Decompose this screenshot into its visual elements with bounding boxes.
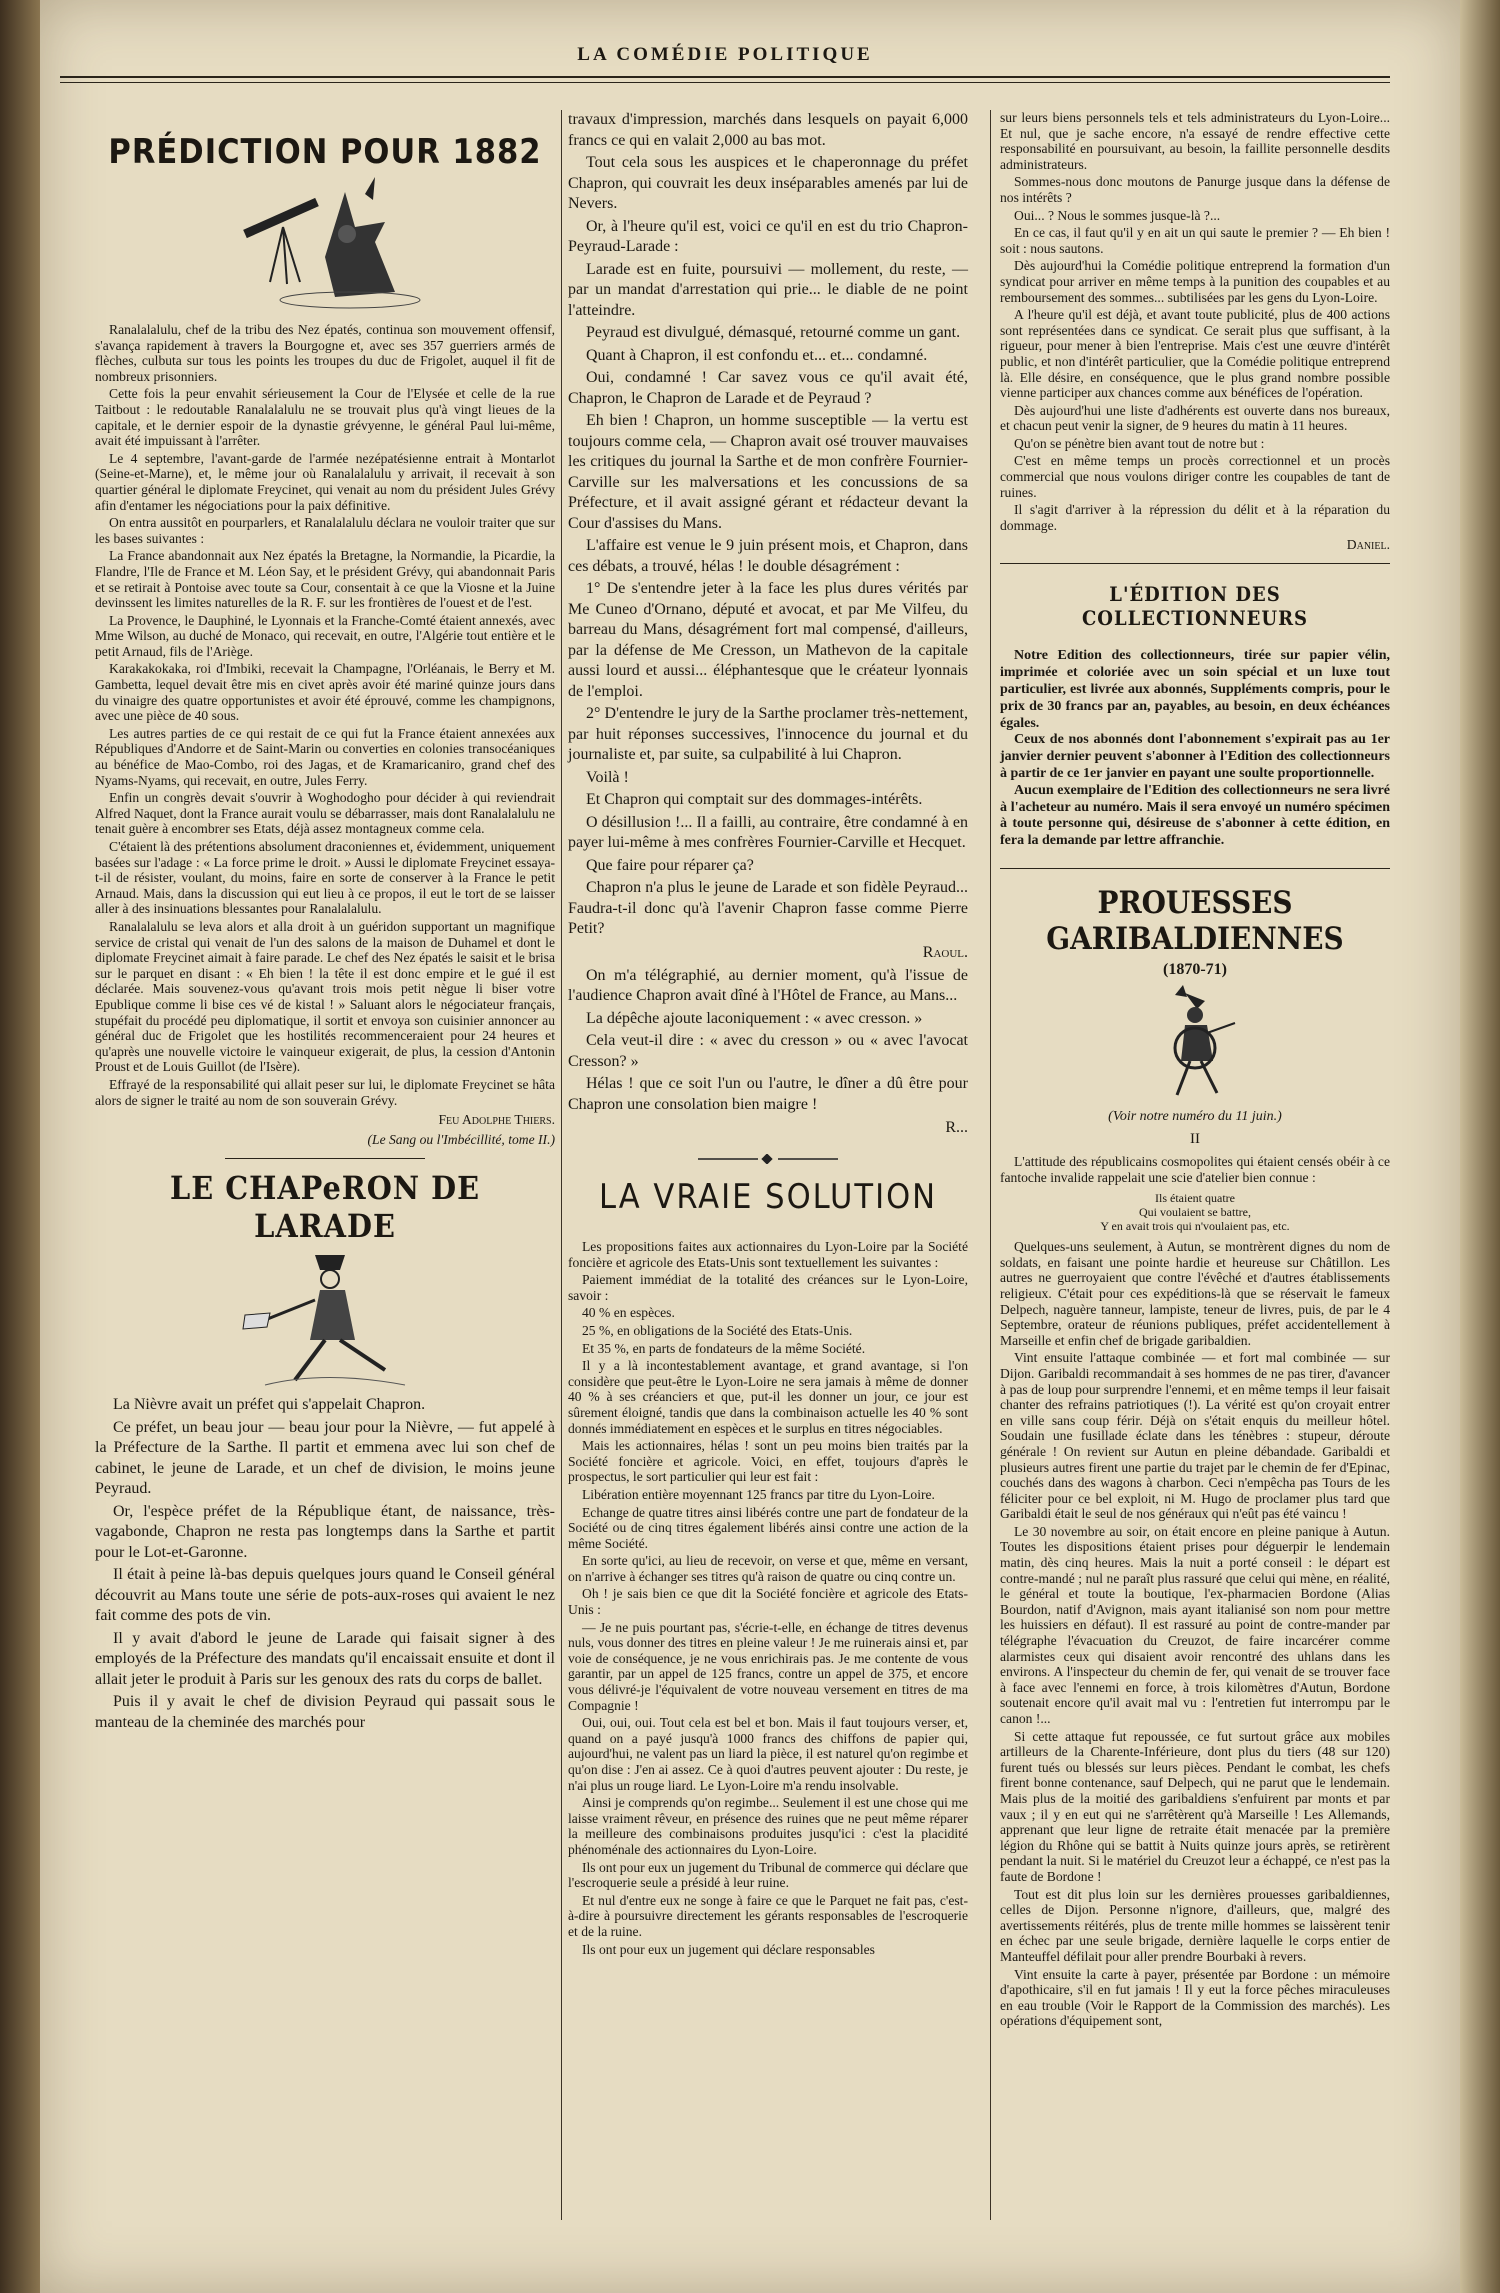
prouesses-caption: (Voir notre numéro du 11 juin.)	[1108, 1109, 1282, 1124]
prediction-source: (Le Sang ou l'Imbécillité, tome II.)	[367, 1132, 555, 1148]
syndicate-paragraph: En ce cas, il faut qu'il y en ait un qui saute le premier ? — Eh bien ! soit : nous sautons.	[1000, 225, 1390, 256]
astronomer-illustration	[225, 172, 425, 322]
chaperon-continued	[568, 110, 968, 1137]
chaperon-continued-paragraph: Que faire pour réparer ça?	[586, 856, 754, 874]
prediction-paragraph: Cette fois la peur envahit sérieusement la Cour de l'Elysée et celle de la rue Taitbout : le redoutable Ranalalalulu ne se trouvait plus qu'à vingt lieues de la capitale, et le dernier espoir de la dynastie grévyenne, le général Paul lui-même, avait été impuissant à l'arrêter.	[95, 386, 555, 449]
edition-title: L'ÉDITION DES COLLECTIONNEURS	[1081, 582, 1309, 631]
solution-paragraph: Ainsi je comprends qu'on regimbe... Seulement il est une chose qui me laisse vraiment rêveur, en présence des ruines que ne peut même réparer la meilleure des combinaisons produites jusqu'ici : c'est la placidité phénoménale des actionnaires du Lyon-Loire.	[568, 1795, 968, 1857]
solution-paragraph: Ils ont pour eux un jugement du Tribunal de commerce qui déclare que l'escroquerie seule a présidé à leur ruine.	[568, 1859, 968, 1891]
prouesses-years: (1870-71)	[1163, 961, 1227, 978]
section-divider	[225, 1158, 425, 1159]
prediction-title: PRÉDICTION POUR 1882	[108, 132, 542, 172]
chaperon-postscript: Cela veut-il dire : « avec du cresson » ou « avec l'avocat Cresson? »	[568, 1032, 968, 1070]
next-page-edge	[1460, 0, 1500, 2293]
prouesses-title: PROUESSES GARIBALDIENNES	[1046, 885, 1344, 957]
chaperon-paragraph: La Nièvre avait un préfet qui s'appelait Chapron.	[113, 1396, 426, 1414]
chaperon-paragraph: Puis il y avait le chef de division Peyraud qui passait sous le manteau de la cheminée des marchés pour	[95, 1693, 555, 1731]
syndicate-paragraph: Dès aujourd'hui une liste d'adhérents est ouverte dans nos bureaux, et chacun peut venir la signer, de 9 heures du matin à 11 heures.	[1000, 402, 1390, 434]
column-3	[1000, 110, 1390, 2031]
solution-paragraph: En sorte qu'ici, au lieu de recevoir, on verse et que, même en versant, on n'arrive à échanger ses titres qu'à raison de quatre ou cinq contre un.	[568, 1553, 968, 1584]
prediction-paragraph: La France abandonnait aux Nez épatés la Bretagne, la Normandie, la Picardie, la Flandre, l'Ile de France et M. Léon Say, et le président Grévy, qui abandonnait Paris et se retirait à Pontoise avec toute sa Cour, consentait à ce que la Viosne et la Juine devinssent les limites naturelles de la R. F. sur les frontières de l'ouest et de l'est.	[95, 548, 555, 611]
chaperon-continued-paragraph: Larade est en fuite, poursuivi — mollement, du reste, — par un mandat d'arrestation qui prie... le diable de ne point l'atteindre.	[568, 260, 968, 319]
section-divider	[1000, 868, 1390, 869]
book-spine-left	[0, 0, 40, 2293]
syndicate-paragraph: A l'heure qu'il est déjà, et avant toute publicité, plus de 400 actions sont représentées dans ce syndicat. Ce serait plus que suffisant, à la rigueur, pour mener à bien l'entreprise. Mais c'est une œuvre d'intérêt public, et non d'intérêt particulier, que la Comédie politique entreprend là. Elle désire, en conséquence, que le plus grand nombre possible vienne participer aux chances comme aux bénéfices de l'opération.	[1000, 307, 1390, 401]
prediction-paragraph: La Provence, le Dauphiné, le Lyonnais et la Franche-Comté étaient annexés, avec Mme Wilson, au duché de Monaco, qui recevait, en outre, l'Algérie tout entière et le petit Arnaud, fils de l'Ariège.	[95, 612, 555, 659]
syndicate-paragraph: sur leurs biens personnels tels et tels administrateurs du Lyon-Loire... Et nul, que je sache encore, n'a essayé de rendre effective cette responsabilité en poursuivant, au besoin, la faillite personnelle desdits administrateurs.	[1000, 110, 1390, 172]
chaperon-continued-paragraph: Chapron n'a plus le jeune de Larade et son fidèle Peyraud... Faudra-t-il donc qu'à l'avenir Chapron fasse comme Pierre Petit?	[568, 879, 968, 937]
chaperon-body	[95, 1395, 555, 1733]
solution-paragraph: Libération entière moyennant 125 francs par titre du Lyon-Loire.	[582, 1486, 935, 1502]
chaperon-continued-paragraph: Et Chapron qui comptait sur des dommages-intérêts.	[586, 791, 923, 808]
chaperon-continued-paragraph: Eh bien ! Chapron, un homme susceptible — la vertu est toujours comme cela, — Chapron avait osé trouver mauvaises les critiques du journal la Sarthe et de mon confrère Fournier-Carville sur les malversations et les concussions de sa Préfecture, et il avait assigné gérant et rédacteur devant la Cour d'assises du Mans.	[568, 412, 968, 532]
syndicate-signature: Daniel.	[1346, 537, 1390, 553]
solution-body	[568, 1239, 968, 1957]
chaperon-continued-paragraph: 2° D'entendre le jury de la Sarthe proclamer très-nettement, par huit réponses successives, l'innocence du journal et du journaliste et, par suite, sa culpabilité à lui Chapron.	[568, 705, 968, 763]
chaperon-continued-paragraph: Or, à l'heure qu'il est, voici ce qu'il en est du trio Chapron-Peyraud-Larade :	[568, 217, 968, 255]
prediction-body	[95, 322, 555, 1148]
solution-paragraph: 40 % en espèces.	[582, 1305, 675, 1321]
chaperon-title: LE CHAPeRON DE LARADE	[169, 1169, 480, 1246]
edition-paragraph: Aucun exemplaire de l'Edition des collectionneurs ne sera livré à l'acheteur au numéro. Mais il sera envoyé un numéro spécimen à toute personne qui, désireuse de s'abonner à cette édition, en fera la demande par lettre affranchie.	[1000, 782, 1390, 849]
masthead: LA COMÉDIE POLITIQUE	[577, 44, 873, 65]
syndicate-paragraph: Il s'agit d'arriver à la répression du délit et à la réparation du dommage.	[1000, 502, 1390, 533]
verse-line: Ils étaient quatre	[1155, 1191, 1235, 1206]
prediction-paragraph: On entra aussitôt en pourparlers, et Ranalalalulu déclara ne vouloir traiter que sur les bases suivantes :	[95, 515, 555, 546]
section-divider	[1000, 563, 1390, 564]
chaperon-continued-paragraph: Tout cela sous les auspices et le chaperonnage du préfet Chapron, qui couvrait les deux inséparables amenés par lui de Nevers.	[568, 154, 968, 212]
solution-paragraph: Oh ! je sais bien ce que dit la Société foncière et agricole des Etats-Unis :	[568, 1586, 968, 1618]
syndicate-paragraph: Oui... ? Nous le sommes jusque-là ?...	[1014, 207, 1221, 223]
solution-paragraph: Echange de quatre titres ainsi libérés contre une part de fondateur de la Société ou de cinq titres également libérés ainsi contre une action de la même Société.	[568, 1504, 968, 1551]
prouesses-paragraph: Tout est dit plus loin sur les dernières prouesses garibaldiennes, celles de Dijon. Personne n'ignore, d'ailleurs, que, malgré des avertissements réitérés, plus de trente mille hommes se laissèrent tenir en échec par une seule brigade, dernière laquelle le corps entier de Manteuffel défilait pour aller prendre Bourbaki à revers.	[1000, 1886, 1390, 1964]
chaperon-ps-signature: R...	[945, 1119, 968, 1136]
column-2	[568, 110, 968, 1959]
ornament-divider	[568, 1151, 968, 1169]
edition-paragraph: Ceux de nos abonnés dont l'abonnement s'expirait pas au 1er janvier dernier peuvent s'abonner à l'Edition des collectionneurs à partir de ce 1er janvier en payant une soulte proportionnelle.	[1000, 732, 1390, 782]
prouesses-paragraph: Vint ensuite la carte à payer, présentée par Bordone : un mémoire d'apothicaire, s'il en fut jamais ! Il y eut la force pêches miraculeuses en eau trouble (Voir le Rapport de la Commission des marchés). Les opérations d'équipement sont,	[1000, 1966, 1390, 2029]
solution-paragraph: Et 35 %, en parts de fondateurs de la même Société.	[582, 1340, 866, 1356]
solution-paragraph: Mais les actionnaires, hélas ! sont un peu moins bien traités par la Société foncière et agricole. Voici, en effet, toujours d'après le prospectus, le sort particulier qui leur est fait :	[568, 1438, 968, 1485]
chaperon-paragraph: Il y avait d'abord le jeune de Larade qui faisait signer à des employés de la Préfecture des mandats qu'il encaissait ensuite et dont il allait jeter le produit à Paris sur les genoux des rats du corps de ballet.	[95, 1629, 555, 1688]
prediction-paragraph: Ranalalalulu se leva alors et alla droit à un guéridon supportant un magnifique service de cristal qui venait de l'un des salons de la maison de Duhamel et dont le diplomate Freycinet aimait à faire parade. Le chef des Nez épatés le saisit et le brisa sur le parquet en disant : « Eh bien ! la tête il est donc empire et le gué il est déclarée. Mais souvenez-vous qu'avant trois mois petit nègue li biser votre Epublique comme li bise ces vé de kistal ! » Saluant alors le négociateur français, stupéfait du procédé peu diplomatique, il sortit et envoya son cuisinier annoncer au général duc de Frigolet que les hostilités recommenceraient pour 24 heures et qu'après une nouvelle victoire le vainqueur exigerait, de plus, la cession d'Antonin Proust et de Louis Guillot (de l'Isère).	[95, 918, 555, 1075]
edition-body	[1000, 648, 1390, 850]
prouesses-verse	[1000, 1191, 1390, 1233]
prediction-paragraph: C'étaient là des prétentions absolument draconiennes et, évidemment, uniquement basées sur l'adage : « La force prime le droit. » Aussi le diplomate Freycinet essaya-t-il de résister, voulant, du moins, faire en sorte de conserver à la France le petit Arnaud. Mais, dans la discussion qui eut lieu à ce propos, il eut le tort de se laisser aller à des insinuations blessantes pour Ranalalalulu.	[95, 839, 555, 917]
syndicate-paragraph: C'est en même temps un procès correctionnel et un procès commercial que nous voulons diriger contre les coupables de tant de ruines.	[1000, 453, 1390, 500]
masthead-rule-top	[60, 76, 1390, 78]
prediction-paragraph: Effrayé de la responsabilité qui allait peser sur lui, le diplomate Freycinet se hâta alors de signer le traité au nom de son souverain Grévy.	[95, 1076, 555, 1108]
chaperon-continued-paragraph: L'affaire est venue le 9 juin présent mois, et Chapron, dans ces débats, a trouvé, hélas ! le double désagrément :	[568, 537, 968, 575]
verse-line: Qui voulaient se battre,	[1139, 1205, 1251, 1220]
syndicate-paragraph: Qu'on se pénètre bien avant tout de notre but :	[1014, 435, 1265, 451]
prouesses-intro: L'attitude des républicains cosmopolites qui étaient censés obéir à ce fantoche invalide rappelait une scie d'atelier bien connue :	[1000, 1154, 1390, 1185]
column-divider-2	[990, 110, 991, 2220]
chaperon-postscript: On m'a télégraphié, au dernier moment, qu'à l'issue de l'audience Chapron avait dîné à l'Hôtel de France, au Mans...	[568, 966, 968, 1004]
prediction-paragraph: Les autres parties de ce qui restait de ce qui fut la France étaient annexées aux Républiques d'Andorre et de Saint-Marin ou converties en colonies transocéaniques au bénéfice de Mao-Combo, roi des Jagas, et de Kramaricaniro, grand chef des Nyams-Nyams, qui recevait, en outre, Jules Ferry.	[95, 725, 555, 788]
chaperon-postscript: Hélas ! que ce soit l'un ou l'autre, le dîner a dû être pour Chapron une consolation bien maigre !	[568, 1075, 968, 1113]
prediction-paragraph: Ranalalalulu, chef de la tribu des Nez épatés, continua son mouvement offensif, s'avança rapidement à travers la Bourgogne et, avec ses 357 guerriers armés de flèches, culbuta sur tous les points les troupes du duc de Frigolet, auquel il fit de nombreux prisonniers.	[95, 322, 555, 384]
solution-paragraph: 25 %, en obligations de la Société des Etats-Unis.	[582, 1322, 853, 1338]
chaperon-continued-paragraph: Voilà !	[586, 768, 629, 786]
solution-paragraph: Et nul d'entre eux ne songe à faire ce que le Parquet ne fait pas, c'est-à-dire à poursuivre directement les gérants responsables de l'escroquerie et de la ruine.	[568, 1892, 968, 1939]
prouesses-body	[1000, 1239, 1390, 2029]
column-1	[95, 118, 555, 1735]
prouesses-paragraph: Le 30 novembre au soir, on était encore en pleine panique à Autun. Toutes les dispositions étaient prises pour déguerpir le lendemain matin, dès cinq heures. Mais la nuit a porté conseil : le départ est contre-mandé ; nul ne paraît plus rassuré que celui qui mène, en réalité, le général et toute la boutique, l'ex-pharmacien Bordone (Alias Bourdon, natif d'Avignon, mais ayant italianisé son nom pour mettre les huissiers en défaut). Il est rassuré au point de contre-mander par télégraphe l'évacuation du Creuzot, de faire incarcérer comme alarmistes ceux qui disaient avoir rencontré des uhlans dans les environs. A l'inspecteur du chemin de fer, qui venait de se trouver face à face avec l'ennemi en force, à trois kilomètres d'Autun, Bordone soutenait encore qu'il avait mal vu : l'entretien fut interrompu par le canon !...	[1000, 1523, 1390, 1726]
verse-line: Y en avait trois qui n'voulaient pas, etc.	[1100, 1219, 1290, 1234]
edition-paragraph: Notre Edition des collectionneurs, tirée sur papier vélin, imprimée et coloriée avec un soin spécial et un luxe tout particulier, est livrée aux abonnés, Suppléments compris, pour le prix de 30 francs par an, payables, au besoin, en deux échéances égales.	[1000, 648, 1390, 731]
chaperon-paragraph: Il était à peine là-bas depuis quelques jours quand le Conseil général découvrit au Mans toute une série de pots-aux-roses qui avaient le nez fait comme des pots de vin.	[95, 1566, 555, 1625]
chaperon-postscript: La dépêche ajoute laconiquement : « avec cresson. »	[586, 1009, 923, 1027]
prouesses-paragraph: Vint ensuite l'attaque combinée — et fort mal combinée — sur Dijon. Garibaldi recommandait à ses hommes de ne pas tirer, d'avancer à pas de loup pour surprendre l'ennemi, et en même temps il leur faisait chanter des refrains patriotiques (!). La vérité est qu'on croyait entrer en ville sans coup férir. Déjà on s'était enquis du meilleur hôtel. Soudain une fusillade éclate dans les ténèbres : stupeur, déroute générale ! On revient sur Autun en pleine débandade. Garibaldi et plusieurs autres firent une partie du trajet par le chemin de fer d'Epinac, couchés dans des wagons à charbon. Ceci n'empêcha pas Tours de les féliciter pour ce bel exploit, ni M. Hugo de proclamer plus tard que Garibaldi était le seul de nos généraux qui n'eût pas été vaincu !	[1000, 1350, 1390, 1522]
garibaldian-soldier-illustration	[1135, 983, 1255, 1103]
chaperon-signature: Raoul.	[922, 943, 968, 961]
chaperon-continued-paragraph: Quant à Chapron, il est confondu et... et... condamné.	[586, 346, 928, 364]
ornament-line	[698, 1154, 838, 1164]
solution-paragraph: Il y a là incontestablement avantage, et grand avantage, si l'on considère que peut-être le Lyon-Loire ne sera jamais à même de donner 40 % à ses créanciers et que, put-il les donner un jour, ce jour est sûrement éloigné, tandis que dans la combinaison actuelle les 40 % sont donnés immédiatement en espèces et le surplus en titres négociables.	[568, 1358, 968, 1436]
prouesses-section: II	[1190, 1131, 1200, 1147]
prouesses-paragraph: Quelques-uns seulement, à Autun, se montrèrent dignes du nom de soldats, en faisant une pointe hardie et heureuse sur Châtillon. Les autres ne guerroyaient que contre l'évêché et d'autres établissements religieux. C'était pour ces expéditions-là que se réservait le fameux Delpech, naguère tanneur, lampiste, teneur de livres, puis, de par le 4 Septembre, orateur de réunions publiques, préfet accidentellement à Marseille et enfin chef de brigade garibaldien.	[1000, 1239, 1390, 1348]
solution-title: LA VRAIE SOLUTION	[598, 1177, 938, 1217]
chaperon-paragraph: Or, l'espèce préfet de la République étant, de naissance, très-vagabonde, Chapron ne resta pas longtemps dans la Sarthe et partit pour le Lot-et-Garonne.	[95, 1502, 555, 1561]
column-divider-1	[561, 110, 562, 2220]
solution-paragraph: Les propositions faites aux actionnaires du Lyon-Loire par la Société foncière et agricole des Etats-Unis sont textuellement les suivantes :	[568, 1239, 968, 1270]
syndicate-paragraph: Dès aujourd'hui la Comédie politique entreprend la formation d'un syndicat pour arriver en même temps à la punition des coupables et au remboursement des sommes... subtilisées par les gens du Lyon-Loire.	[1000, 258, 1390, 305]
syndicate-body	[1000, 110, 1390, 553]
prouesses-paragraph: Si cette attaque fut repoussée, ce fut surtout grâce aux mobiles artilleurs de la Charente-Inférieure, dont plus du tiers (48 sur 120) furent tués ou blessés sur leurs pièces. Pendant le combat, les chefs firent bonne contenance, sauf Delpech, qui ne parut que le lendemain. Mais plus de la moitié des garibaldiens s'enfuirent par monts et par vaux ; il y en eut qui ne s'arrêtèrent qu'à Marseille ! Les Allemands, apprenant que leur ligne de retraite était menacée par la première légion du Rhône qui se battit à Nuits quinze jours après, se retirèrent pendant la nuit. Si le matériel du Creuzot leur a échappé, ce n'est pas la faute de Bordone !	[1000, 1728, 1390, 1884]
prediction-paragraph: Karakakokaka, roi d'Imbiki, recevait la Champagne, l'Orléanais, le Berry et M. Gambetta, lequel devait être mis en civet après avoir été mariné quinze jours dans du vinaigre des quatre opportunistes et avoir été éprouvé, comme les champignons, avec une pièce de 40 sous.	[95, 661, 555, 724]
solution-paragraph: Oui, oui, oui. Tout cela est bel et bon. Mais il faut toujours verser, et, quand on a payé jusqu'à 1000 francs des chiffons de papier qui, aujourd'hui, ne valent pas un liard la pièce, il est naturel qu'on regimbe et qu'on dise : J'en ai assez. Ce à quoi d'autres peuvent ajouter : Du reste, je n'ai plus un rouge liard. Le Lyon-Loire m'a rendu insolvable.	[568, 1715, 968, 1793]
chaperon-continued-paragraph: travaux d'impression, marchés dans lesquels on payait 6,000 francs ce qui en valait 2,000 au bas mot.	[568, 111, 968, 149]
solution-paragraph: Ils ont pour eux un jugement qui déclare responsables	[582, 1941, 875, 1957]
prediction-paragraph: Le 4 septembre, l'avant-garde de l'armée nezépatésienne entrait à Montarlot (Seine-et-Marne), et, le même jour où Ranalalalulu y arrivait, il recevait à son quartier général le diplomate Freycinet, qui venait au nom du président Jules Grévy afin d'entamer les négociations pour la paix définitive.	[95, 450, 555, 513]
solution-paragraph: Paiement immédiat de la totalité des créances sur le Lyon-Loire, savoir :	[568, 1272, 968, 1303]
chaperon-continued-paragraph: Peyraud est divulgué, démasqué, retourné comme un gant.	[586, 324, 961, 341]
chaperon-continued-paragraph: Oui, condamné ! Car savez vous ce qu'il avait été, Chapron, le Chapron de Larade et de Peyraud ?	[568, 369, 968, 407]
prediction-signature: Feu Adolphe Thiers.	[438, 1112, 555, 1128]
chaperon-continued-paragraph: 1° De s'entendre jeter à la face les plus dures vérités par Me Cuneo d'Ornano, député et avocat, et par Me Vilfeu, du barreau du Mans, désagrément fort mal compensé, d'ailleurs, par la défense de Me Cresson, un Mathevon de la capitale aussi lourd et aussi... éléphantesque que le créateur lyonnais de l'emploi.	[568, 580, 968, 700]
chaperon-paragraph: Ce préfet, un beau jour — beau jour pour la Nièvre, — fut appelé à la Préfecture de la Sarthe. Il partit et emmena avec lui son chef de cabinet, le jeune de Larade, et un chef de division, le moins jeune Peyraud.	[95, 1418, 555, 1498]
chaperon-continued-paragraph: O désillusion !... Il a failli, au contraire, être condamné à en payer lui-même à mes confrères Fournier-Carville et Hecquet.	[568, 813, 968, 851]
syndicate-paragraph: Sommes-nous donc moutons de Panurge jusque dans la défense de nos intérêts ?	[1000, 174, 1390, 205]
solution-paragraph: — Je ne puis pourtant pas, s'écrie-t-elle, en échange de titres devenus nuls, vous donner des titres en pleine valeur ! Je me ruinerais ainsi et, par voie de conséquence, je ne vous enrichirais pas. Je me contente de vous garantir, par un appel de 125 francs, contre un appel de 375, et encore vous délivré-je l'équivalent de votre nouveau versement en titres de ma Compagnie !	[568, 1619, 968, 1713]
running-prefect-illustration	[205, 1245, 445, 1395]
masthead-rule-bottom	[60, 82, 1390, 83]
prediction-paragraph: Enfin un congrès devait s'ouvrir à Woghodogho pour décider à qui reviendrait Alfred Naquet, dont la France aurait voulu se débarrasser, mais dont Ranalalalulu ne tenait guère à encombrer ses Etats, déjà assez montagneux comme cela.	[95, 790, 555, 837]
